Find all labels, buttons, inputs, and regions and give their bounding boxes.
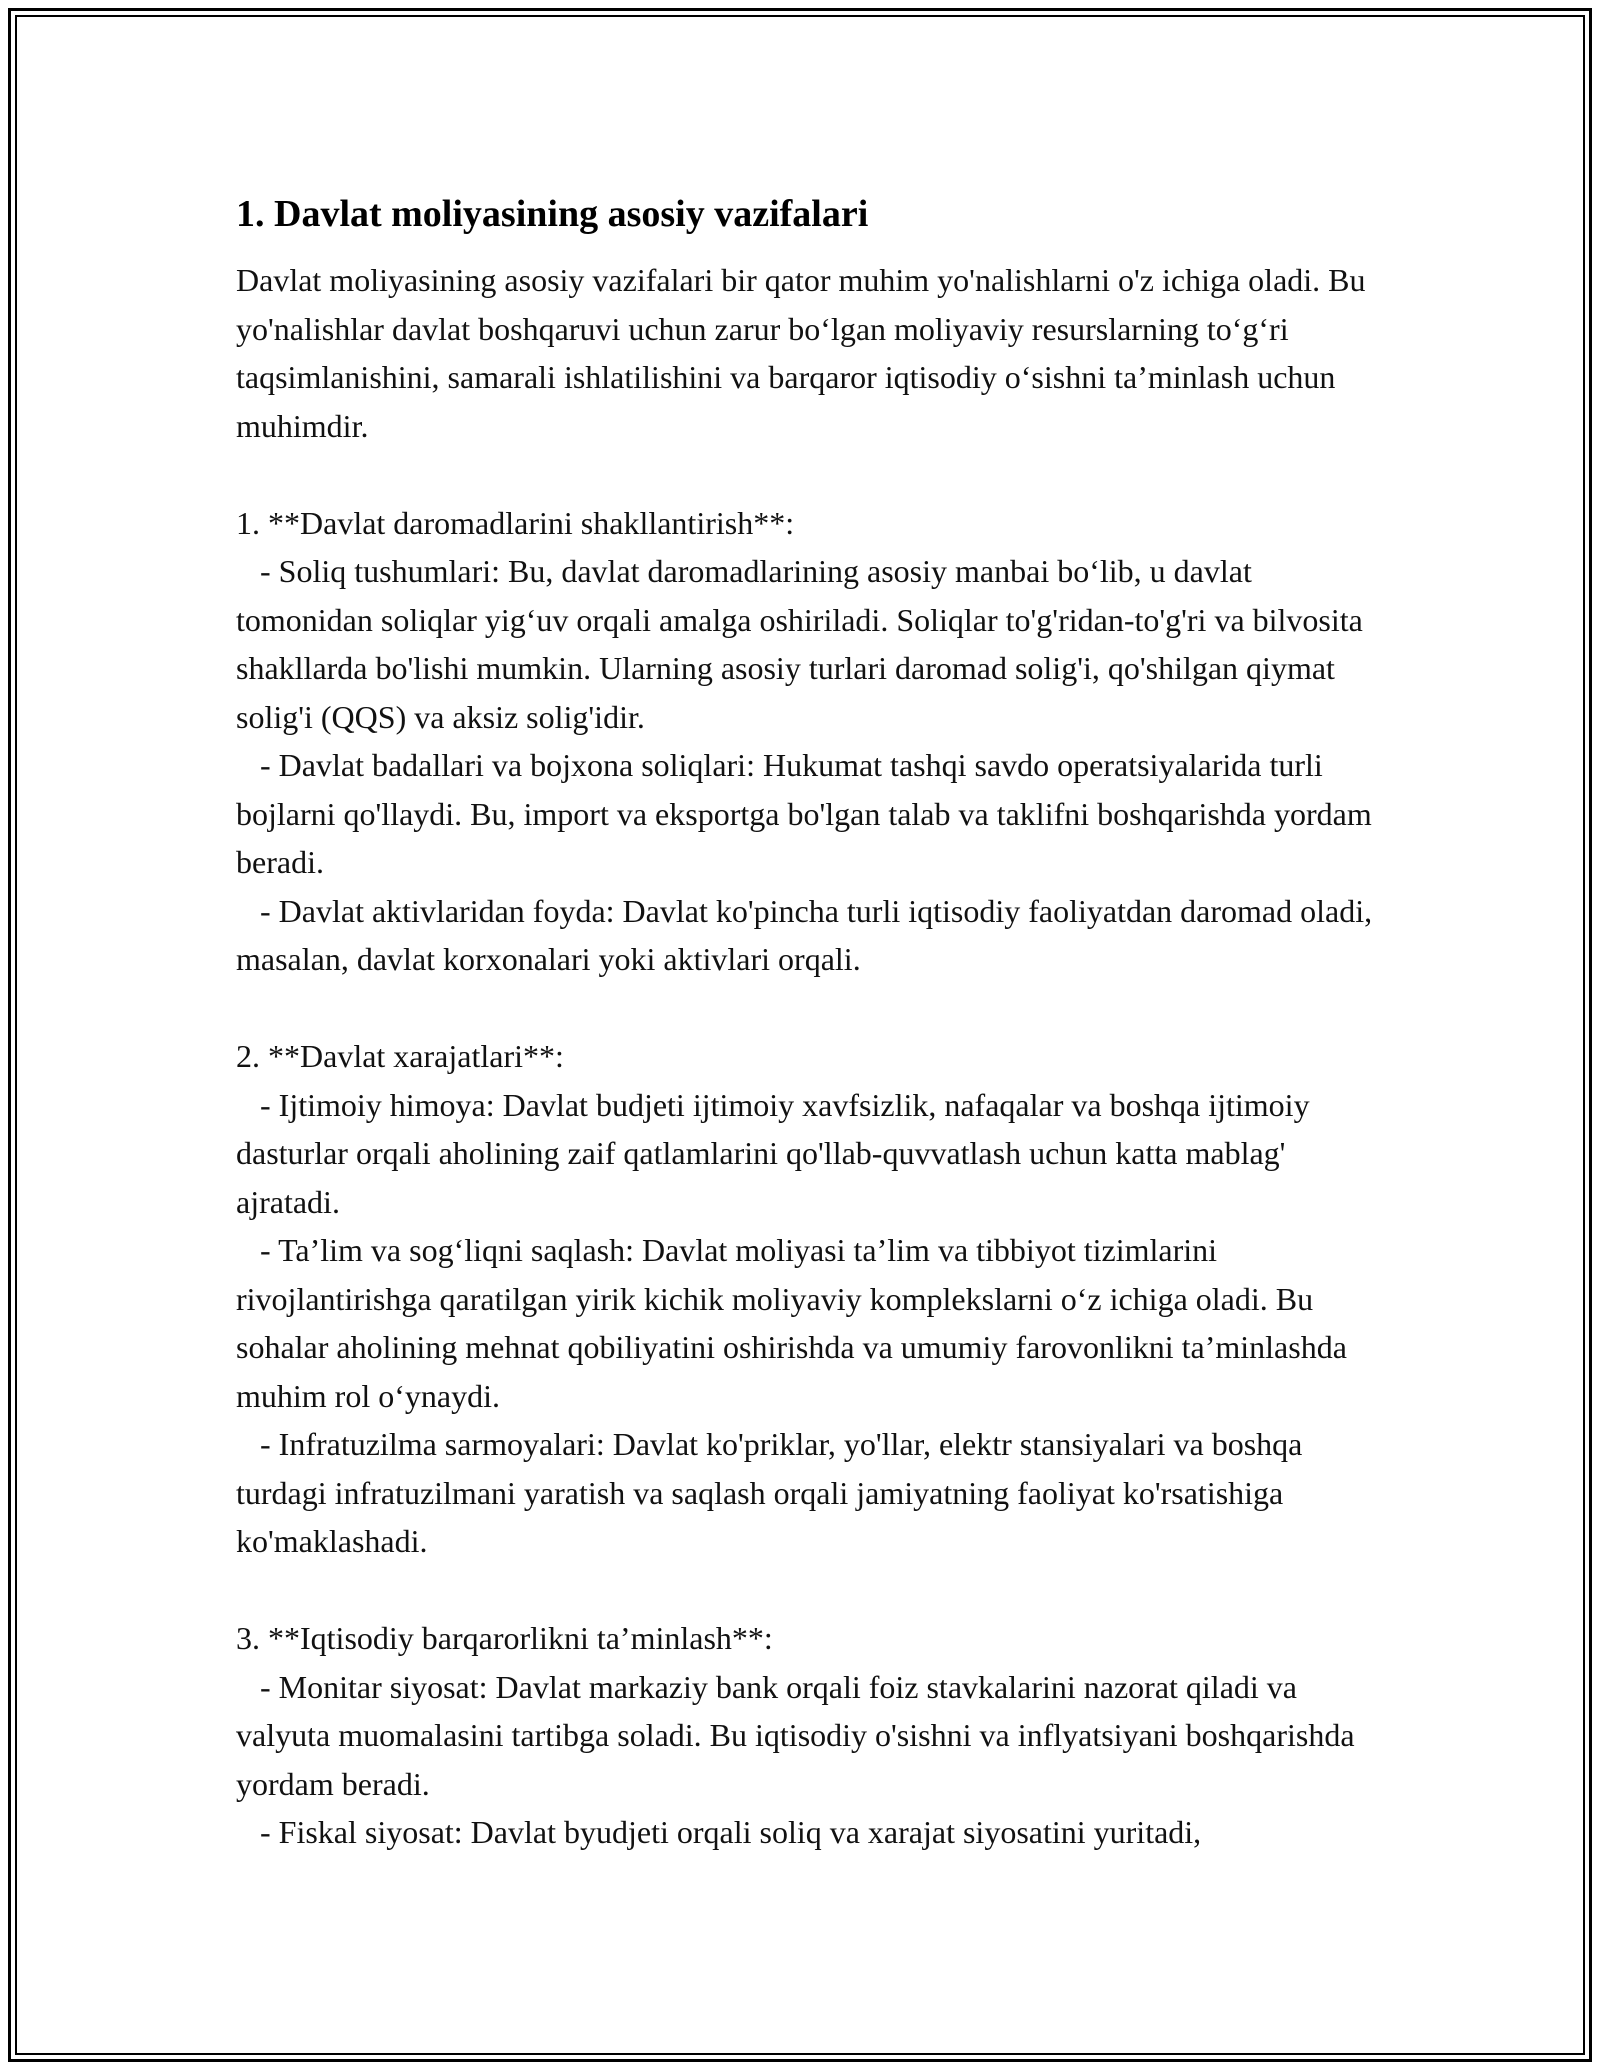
- list-item: - Ta’lim va sog‘liqni saqlash: Davlat moliyasi ta’lim va tibbiyot tizimlarini rivojlantirishga qaratilgan yirik kichik moliyaviy komplekslarni o‘z ichiga oladi. Bu sohalar aholining mehnat qobiliyatini oshirishda va umumiy farovonlikni ta’minlashda muhim rol o‘ynaydi.: [236, 1232, 1347, 1414]
- section-heading: 1. **Davlat daromadlarini shakllantirish**:: [236, 504, 795, 541]
- list-item: - Monitar siyosat: Davlat markaziy bank orqali foiz stavkalarini nazorat qiladi va valyuta muomalasini tartibga soladi. Bu iqtisodiy o'sishni va inflyatsiyani boshqarishda yordam beradi.: [236, 1668, 1355, 1802]
- document-title: 1. Davlat moliyasining asosiy vazifalari: [236, 193, 869, 235]
- section-revenues: [236, 499, 1376, 984]
- intro-paragraph: Davlat moliyasining asosiy vazifalari bir qator muhim yo'nalishlarni o'z ichiga oladi. Bu yo'nalishlar davlat boshqaruvi uchun zarur bo‘lgan moliyaviy resurslarning to‘g‘ri taqsimlanishini, samarali ishlatilishini va barqaror iqtisodiy o‘sishni ta’minlash uchun muhimdir.: [236, 262, 1366, 444]
- list-item: - Davlat badallari va bojxona soliqlari: Hukumat tashqi savdo operatsiyalarida turli bojlarni qo'llaydi. Bu, import va eksportga bo'lgan talab va taklifni boshqarishda yordam beradi.: [236, 747, 1372, 880]
- list-item: - Davlat aktivlaridan foyda: Davlat ko'pincha turli iqtisodiy faoliyatdan daromad oladi, masalan, davlat korxonalari yoki aktivlari orqali.: [236, 892, 1373, 977]
- document-body: [236, 188, 1376, 1857]
- list-item: - Fiskal siyosat: Davlat byudjeti orqali soliq va xarajat siyosatini yuritadi,: [260, 1814, 1202, 1850]
- list-item: - Ijtimoiy himoya: Davlat budjeti ijtimoiy xavfsizlik, nafaqalar va boshqa ijtimoiy dasturlar orqali aholining zaif qatlamlarini qo'llab-quvvatlash uchun katta mablag' ajratadi.: [236, 1086, 1310, 1220]
- section-heading: 2. **Davlat xarajatlari**:: [236, 1038, 564, 1074]
- section-heading: 3. **Iqtisodiy barqarorlikni ta’minlash**:: [236, 1620, 773, 1656]
- list-item: - Soliq tushumlari: Bu, davlat daromadlarining asosiy manbai bo‘lib, u davlat tomonidan soliqlar yig‘uv orqali amalga oshiriladi. Soliqlar to'g'ridan-to'g'ri va bilvosita shakllarda bo'lishi mumkin. Ularning asosiy turlari daromad solig'i, qo'shilgan qiymat solig'i (QQS) va aksiz solig'idir.: [236, 553, 1363, 735]
- list-item: - Infratuzilma sarmoyalari: Davlat ko'priklar, yo'llar, elektr stansiyalari va boshqa turdagi infratuzilmani yaratish va saqlash orqali jamiyatning faoliyat ko'rsatishiga ko'maklashadi.: [236, 1426, 1303, 1559]
- section-stability: [236, 1614, 1376, 1857]
- section-expenditures: [236, 1032, 1376, 1566]
